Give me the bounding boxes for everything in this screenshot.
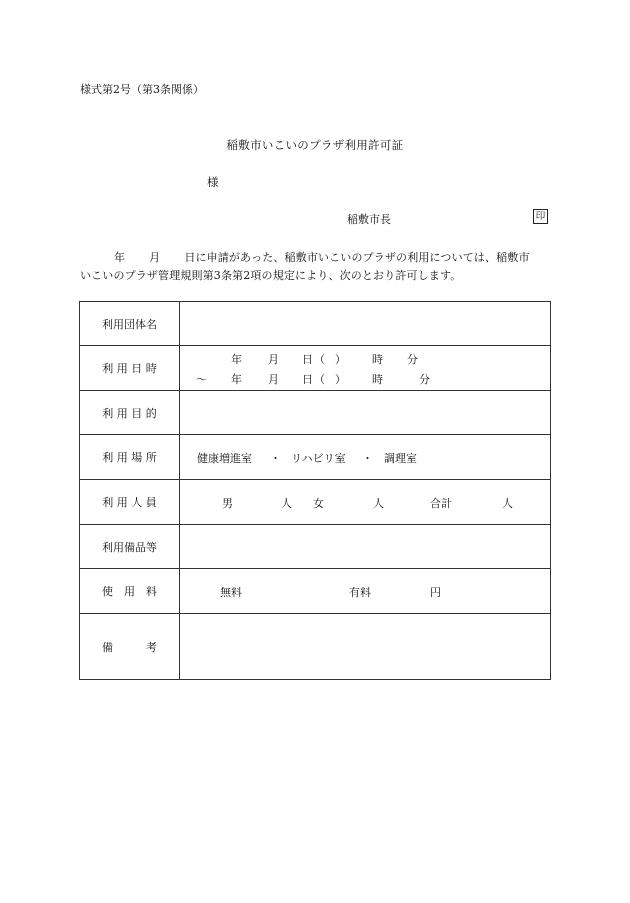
dt-start-paren-open: （ <box>314 353 325 366</box>
table-row-datetime <box>80 346 551 391</box>
room-separator-2: ・ <box>362 452 373 465</box>
label-people: 利 用 人 員 <box>80 480 180 525</box>
room-separator-1: ・ <box>270 452 281 465</box>
table-row-remarks <box>80 614 551 680</box>
people-female-unit: 人 <box>373 497 384 510</box>
dt-end-hour: 時 <box>372 373 383 386</box>
value-equipment <box>180 525 551 569</box>
dt-end-month: 月 <box>268 373 279 386</box>
value-place <box>180 435 551 480</box>
dt-start-month: 月 <box>268 353 279 366</box>
dt-end-day: 日 <box>302 373 313 386</box>
label-place: 利 用 場 所 <box>80 435 180 480</box>
permit-table <box>79 301 551 680</box>
dt-end-paren-open: （ <box>314 373 325 386</box>
dt-start-hour: 時 <box>372 353 383 366</box>
value-fee <box>180 569 551 614</box>
label-fee: 使 用 料 <box>80 569 180 614</box>
people-male-unit: 人 <box>281 497 292 510</box>
document-title: 稲敷市いこいのプラザ利用許可証 <box>226 138 404 152</box>
table-row-group <box>80 302 551 346</box>
body-line-2: いこいのプラザ管理規則第3条第2項の規定により、次のとおり許可します。 <box>80 269 462 282</box>
table-row-people <box>80 480 551 525</box>
dt-end-minute: 分 <box>419 373 430 386</box>
label-purpose: 利 用 目 的 <box>80 391 180 435</box>
dt-start-year: 年 <box>231 353 242 366</box>
value-people <box>180 480 551 525</box>
table-row-purpose <box>80 391 551 435</box>
label-equipment: 利用備品等 <box>80 525 180 569</box>
dt-tilde: ～ <box>196 373 207 386</box>
seal-mark: 印 <box>533 209 548 224</box>
issuer-name: 稲敷市長 <box>347 213 391 226</box>
addressee-suffix: 様 <box>207 175 219 189</box>
body-line-1-text: 日に申請があった、稲敷市いこいのプラザの利用については、稲敷市 <box>184 251 530 264</box>
value-remarks <box>180 614 551 680</box>
table-row-place <box>80 435 551 480</box>
dt-end-year: 年 <box>231 373 242 386</box>
room-cooking: 調理室 <box>384 452 417 465</box>
room-rehab: リハビリ室 <box>291 452 346 465</box>
dt-start-paren-close: ） <box>335 353 346 366</box>
fee-yen: 円 <box>430 586 441 599</box>
people-female: 女 <box>313 497 324 510</box>
dt-start-day: 日 <box>302 353 313 366</box>
value-datetime <box>180 346 551 391</box>
room-health: 健康増進室 <box>197 452 252 465</box>
people-total: 合計 <box>430 497 452 510</box>
value-purpose <box>180 391 551 435</box>
dt-end-paren-close: ） <box>335 373 346 386</box>
label-group: 利用団体名 <box>80 302 180 346</box>
body-month: 月 <box>149 251 161 264</box>
dt-start-minute: 分 <box>407 353 418 366</box>
fee-paid: 有料 <box>349 586 371 599</box>
fee-free: 無料 <box>220 586 242 599</box>
people-male: 男 <box>222 497 233 510</box>
body-year: 年 <box>114 251 126 264</box>
table-row-equipment <box>80 525 551 569</box>
people-total-unit: 人 <box>502 497 513 510</box>
label-datetime: 利 用 日 時 <box>80 346 180 391</box>
form-number: 様式第2号（第3条関係） <box>80 83 204 96</box>
body-line-1 <box>80 249 530 265</box>
table-row-fee <box>80 569 551 614</box>
value-group <box>180 302 551 346</box>
label-remarks: 備 考 <box>80 614 180 680</box>
